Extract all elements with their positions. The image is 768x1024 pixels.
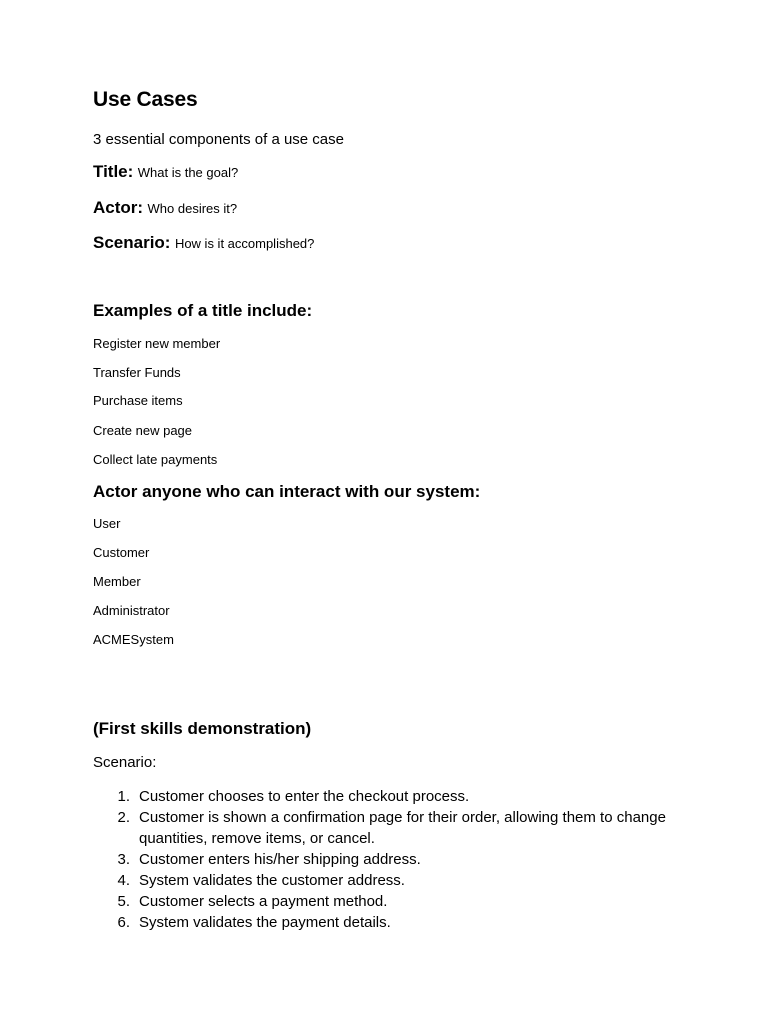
step-text: System validates the customer address. [139, 872, 405, 889]
step-number: 5. [117, 893, 130, 910]
actor-item: Customer [93, 545, 150, 560]
component-description: What is the goal? [137, 165, 239, 180]
step-text: Customer enters his/her shipping address. [139, 851, 421, 868]
scenario-step [108, 912, 688, 933]
step-number: 2. [117, 809, 130, 826]
component-term: Title: [93, 162, 134, 181]
title-example-item: Create new page [93, 423, 193, 438]
step-text: Customer selects a payment method. [139, 893, 388, 910]
step-number: 4. [117, 872, 130, 889]
step-text: System validates the payment details. [139, 914, 391, 931]
component-description: Who desires it? [147, 201, 238, 216]
scenario-step [108, 870, 688, 891]
document-subtitle: 3 essential components of a use case [93, 131, 344, 148]
document-title: Use Cases [93, 88, 198, 111]
title-examples-heading: Examples of a title include: [93, 301, 313, 320]
title-example-item: Register new member [93, 336, 221, 351]
component-term: Scenario: [93, 233, 171, 252]
actor-item: Administrator [93, 603, 170, 618]
actor-item: ACMESystem [93, 632, 174, 647]
component-title-row [93, 162, 238, 182]
title-example-item: Transfer Funds [93, 365, 181, 380]
component-description: How is it accomplished? [174, 236, 315, 251]
actors-heading: Actor anyone who can interact with our system: [93, 482, 481, 501]
demonstration-heading: (First skills demonstration) [93, 719, 312, 738]
scenario-step [108, 891, 688, 912]
step-text: Customer is shown a confirmation page for their order, allowing them to change quantities, remove items, or cancel. [139, 809, 666, 847]
component-term: Actor: [93, 198, 144, 217]
step-number: 6. [117, 914, 130, 931]
title-example-item: Collect late payments [93, 452, 218, 467]
scenario-step [108, 786, 688, 807]
scenario-step [108, 849, 688, 870]
scenario-steps-list [108, 786, 688, 933]
step-number: 1. [117, 788, 130, 805]
actor-item: Member [93, 574, 141, 589]
scenario-label: Scenario: [93, 754, 157, 771]
step-text: Customer chooses to enter the checkout process. [139, 788, 470, 805]
step-number: 3. [117, 851, 130, 868]
component-scenario-row [93, 233, 314, 253]
component-actor-row [93, 198, 237, 218]
actor-item: User [93, 516, 121, 531]
scenario-step [108, 807, 688, 849]
title-example-item: Purchase items [93, 393, 183, 408]
